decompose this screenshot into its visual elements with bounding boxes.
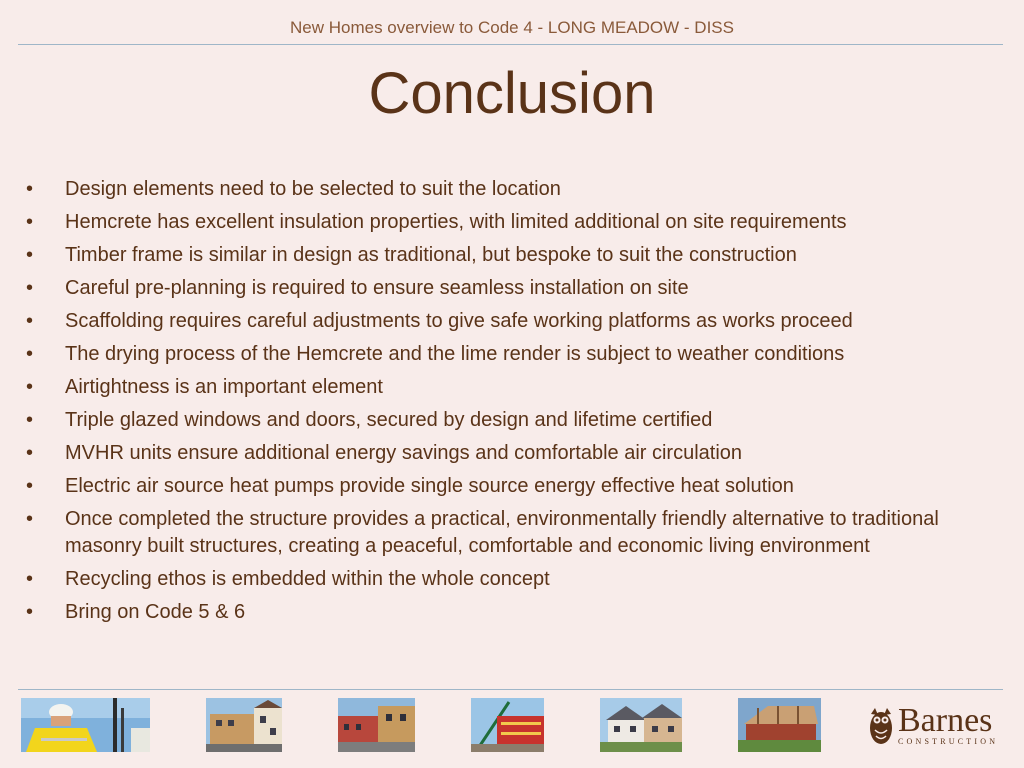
owl-emblem-icon <box>868 706 894 746</box>
footer-divider <box>18 689 1003 690</box>
bullet-item <box>26 407 976 434</box>
slide-title: Conclusion <box>368 61 656 126</box>
roof-frame-photo <box>738 698 821 752</box>
bullet-text: Triple glazed windows and doors, secured by design and lifetime certified <box>65 409 713 431</box>
bullet-text: Hemcrete has excellent insulation properties, with limited additional on site requirements <box>65 211 847 233</box>
bullet-item <box>26 308 976 335</box>
bullet-marker: • <box>26 310 34 332</box>
bullet-text: Bring on Code 5 & 6 <box>65 601 246 623</box>
bullet-text: Timber frame is similar in design as traditional, but bespoke to suit the construction <box>65 244 797 266</box>
bullet-text: Design elements need to be selected to suit the location <box>65 178 561 200</box>
logo-name: Barnes <box>898 702 993 739</box>
bullet-marker: • <box>26 409 34 431</box>
bullet-item <box>26 473 976 500</box>
houses-photo-1 <box>206 698 282 752</box>
bullet-text: Once completed the structure provides a practical, environmentally friendly alternative to traditional masonry built structures, creating a peaceful, comfortable and economic living environment <box>65 508 939 557</box>
bullet-marker: • <box>26 601 34 623</box>
header-divider <box>18 44 1003 45</box>
houses-photo-3 <box>600 698 682 752</box>
bullet-marker: • <box>26 376 34 398</box>
bullet-marker: • <box>26 244 34 266</box>
barnes-logo <box>868 703 1008 748</box>
construction-photo <box>471 698 544 752</box>
bullet-marker: • <box>26 568 34 590</box>
bullet-marker: • <box>26 343 34 365</box>
bullet-item <box>26 341 976 368</box>
bullet-marker: • <box>26 508 34 530</box>
bullet-text: Airtightness is an important element <box>65 376 383 398</box>
bullet-item <box>26 209 976 236</box>
bullet-marker: • <box>26 442 34 464</box>
bullet-text: MVHR units ensure additional energy savings and comfortable air circulation <box>65 442 743 464</box>
bullet-text: Electric air source heat pumps provide single source energy effective heat solution <box>65 475 794 497</box>
worker-photo <box>21 698 150 752</box>
presentation-subtitle: New Homes overview to Code 4 - LONG MEADOW - DISS <box>289 18 734 37</box>
logo-tagline: CONSTRUCTION <box>898 737 999 746</box>
bullet-text: Recycling ethos is embedded within the whole concept <box>65 568 550 590</box>
bullet-item <box>26 566 976 593</box>
bullet-list <box>26 176 976 632</box>
bullet-text: Scaffolding requires careful adjustments to give safe working platforms as works proceed <box>65 310 853 332</box>
bullet-marker: • <box>26 178 34 200</box>
bullet-item <box>26 506 976 560</box>
bullet-item <box>26 599 976 626</box>
bullet-text: The drying process of the Hemcrete and the lime render is subject to weather conditions <box>65 343 845 365</box>
houses-photo-2 <box>338 698 415 752</box>
bullet-item <box>26 275 976 302</box>
bullet-item <box>26 242 976 269</box>
bullet-text: Careful pre-planning is required to ensure seamless installation on site <box>65 277 689 299</box>
bullet-marker: • <box>26 277 34 299</box>
bullet-marker: • <box>26 475 34 497</box>
bullet-marker: • <box>26 211 34 233</box>
bullet-item <box>26 440 976 467</box>
bullet-item <box>26 176 976 203</box>
bullet-item <box>26 374 976 401</box>
